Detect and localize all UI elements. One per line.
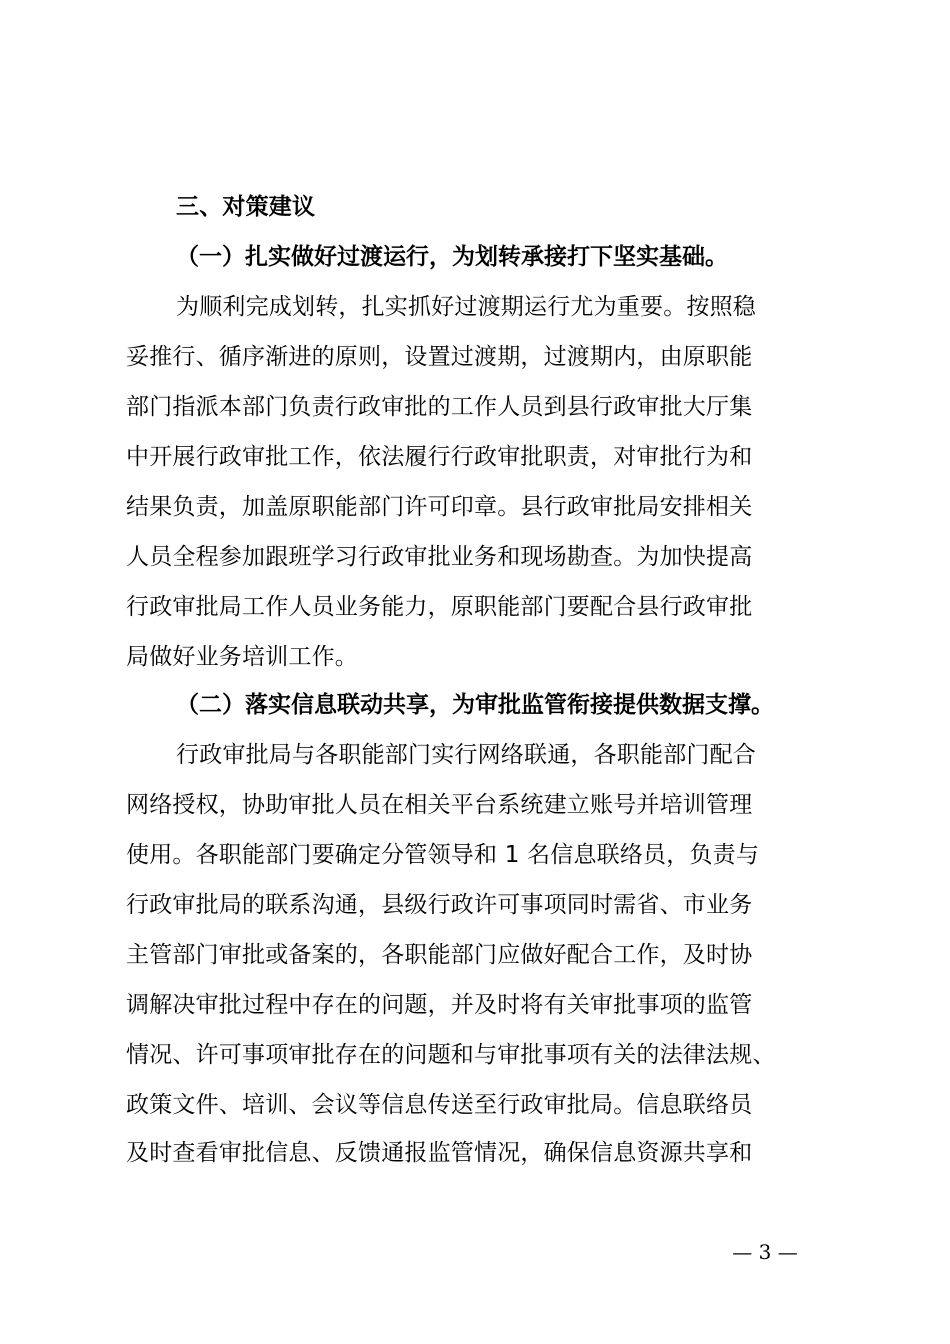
paragraph-line: 调解决审批过程中存在的问题，并及时将有关审批事项的监管 [126, 992, 753, 1018]
paragraph-line: 行政审批局与各职能部门实行网络联通，各职能部门配合 [176, 742, 756, 768]
paragraph-line: 情况、许可事项审批存在的问题和与审批事项有关的法律法规、 [126, 1042, 776, 1068]
paragraph-line: 主管部门审批或备案的，各职能部门应做好配合工作，及时协 [126, 942, 753, 968]
subsection-heading-2: （二）落实信息联动共享，为审批监管衔接提供数据支撑。 [176, 692, 774, 718]
paragraph-line: 部门指派本部门负责行政审批的工作人员到县行政审批大厅集 [126, 394, 753, 420]
paragraph-line: 网络授权，协助审批人员在相关平台系统建立账号并培训管理 [126, 792, 753, 818]
paragraph-line: 中开展行政审批工作，依法履行行政审批职责，对审批行为和 [126, 444, 753, 470]
section-heading: 三、对策建议 [176, 194, 316, 220]
paragraph-line: 及时查看审批信息、反馈通报监管情况，确保信息资源共享和 [126, 1140, 753, 1166]
paragraph-line: 人员全程参加跟班学习行政审批业务和现场勘查。为加快提高 [126, 544, 753, 570]
subsection-heading-1: （一）扎实做好过渡运行，为划转承接打下坚实基础。 [176, 244, 728, 270]
page-number: — 3 — [732, 1240, 798, 1264]
paragraph-line: 行政审批局工作人员业务能力，原职能部门要配合县行政审批 [126, 594, 753, 620]
paragraph-line: 结果负责，加盖原职能部门许可印章。县行政审批局安排相关 [126, 494, 753, 520]
paragraph-line: 使用。各职能部门要确定分管领导和 1 名信息联络员，负责与 [126, 842, 760, 868]
paragraph-line: 局做好业务培训工作。 [126, 644, 358, 670]
paragraph-line: 政策文件、培训、会议等信息传送至行政审批局。信息联络员 [126, 1092, 753, 1118]
paragraph-line: 行政审批局的联系沟通，县级行政许可事项同时需省、市业务 [126, 892, 753, 918]
paragraph-line: 为顺利完成划转，扎实抓好过渡期运行尤为重要。按照稳 [176, 294, 756, 320]
paragraph-line: 妥推行、循序渐进的原则，设置过渡期，过渡期内，由原职能 [126, 344, 753, 370]
